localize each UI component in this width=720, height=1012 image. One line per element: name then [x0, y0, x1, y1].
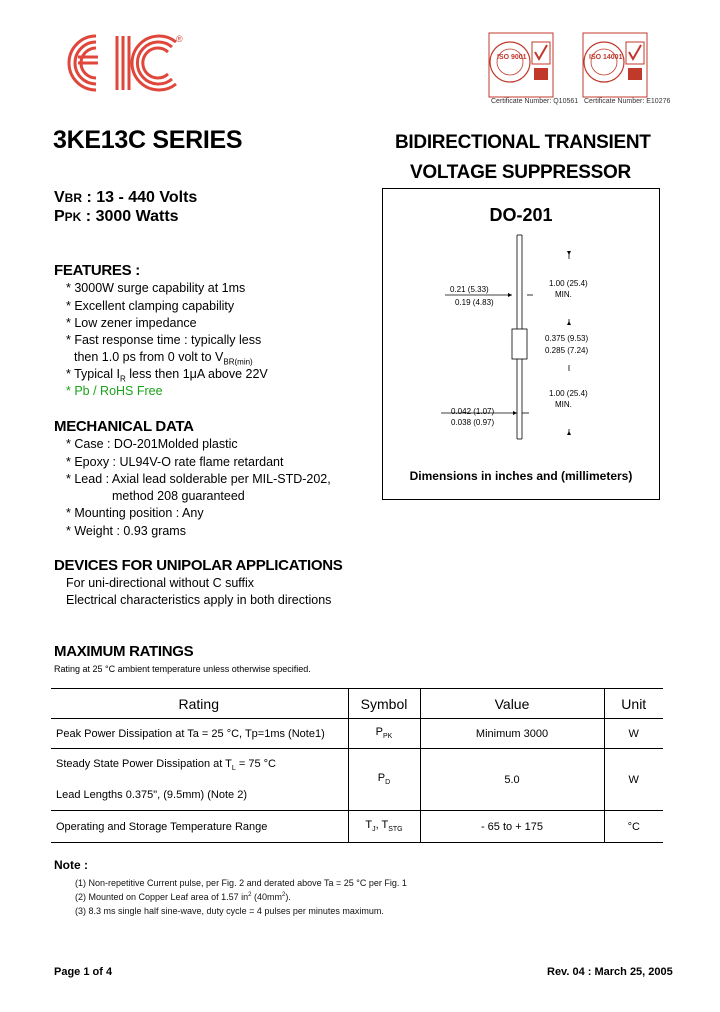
mechanical-item: * Epoxy : UL94V-O rate flame retardant [66, 455, 284, 469]
unit-cell: °C [604, 811, 663, 843]
feature-item: * Low zener impedance [66, 316, 197, 330]
dim-body-dia-min: 0.19 (4.83) [455, 298, 494, 307]
revision-date: Rev. 04 : March 25, 2005 [547, 966, 673, 978]
note-item: (1) Non-repetitive Current pulse, per Fig. 2 and derated above Ta = 25 °C per Fig. 1 [75, 878, 407, 888]
package-caption: Dimensions in inches and (millimeters) [409, 469, 633, 483]
unit-cell: W [604, 749, 663, 811]
feature-item: * 3000W surge capability at 1ms [66, 281, 246, 295]
package-title: DO-201 [489, 205, 553, 225]
dim-lead-dia-min: 0.038 (0.97) [451, 418, 495, 427]
ratings-table [51, 688, 663, 843]
iso-14001-badge [582, 32, 648, 98]
column-header-unit: Unit [604, 689, 663, 719]
rating-cell: Steady State Power Dissipation at $T_L = 75$ °C Lead Lengths 0.375", (9.5mm) (Note 2) [51, 749, 348, 811]
series-title: 3KE13C SERIES [53, 126, 243, 154]
table-row [51, 719, 663, 749]
symbol-cell: $P_{PK}$ [348, 719, 420, 749]
mechanical-item: * Lead : Axial lead solderable per MIL-STD-202, [66, 472, 331, 486]
dim-lead-dia-max: 0.042 (1.07) [451, 407, 495, 416]
feature-item: then 1.0 ps from 0 volt to $V_{BR(min)}$ [74, 350, 253, 367]
headline-line1: BIDIRECTIONAL TRANSIENT [395, 132, 651, 153]
table-row [51, 749, 663, 811]
symbol-cell: $T_J$, $T_{STG}$ [348, 811, 420, 843]
note-item: (2) Mounted on Copper Leaf area of 1.57 $in^2$ $(40mm^2)$. [75, 892, 291, 902]
table-header-row [51, 689, 663, 719]
dim-lead-bot: 1.00 (25.4) [549, 389, 588, 398]
unit-cell: W [604, 719, 663, 749]
do201-drawing [383, 189, 659, 499]
vbr-spec: VBR : 13 - 440 Volts [54, 189, 198, 206]
value-cell: Minimum 3000 [420, 719, 604, 749]
mechanical-heading: MECHANICAL DATA [54, 418, 194, 435]
column-header-rating: Rating [51, 689, 348, 719]
cert-label-9001: Certificate Number: Q10561 [491, 98, 579, 105]
column-header-symbol: Symbol [348, 689, 420, 719]
dim-lead-bot-min: MIN. [555, 400, 572, 409]
mechanical-item: * Mounting position : Any [66, 506, 204, 520]
feature-item: * Excellent clamping capability [66, 299, 235, 313]
column-header-value: Value [420, 689, 604, 719]
ratings-heading: MAXIMUM RATINGS [54, 643, 194, 660]
registered-mark: ® [176, 34, 183, 44]
symbol-cell: $P_D$ [348, 749, 420, 811]
devices-item: For uni-directional without C suffix [66, 576, 255, 590]
iso-9001-badge [488, 32, 554, 98]
eic-logo [64, 30, 190, 96]
rating-cell: Peak Power Dissipation at Ta = 25 °C, Tp=1ms (Note1) [51, 719, 348, 749]
dim-lead-top: 1.00 (25.4) [549, 279, 588, 288]
dim-body-len-min: 0.285 (7.24) [545, 346, 589, 355]
dim-body-dia-max: 0.21 (5.33) [450, 285, 489, 294]
mechanical-item: * Case : DO-201Molded plastic [66, 437, 238, 451]
dim-body-len-max: 0.375 (9.53) [545, 334, 589, 343]
note-item: (3) 8.3 ms single half sine-wave, duty cycle = 4 pulses per minutes maximum. [75, 906, 384, 916]
mechanical-item: * Weight : 0.93 grams [66, 524, 186, 538]
devices-heading: DEVICES FOR UNIPOLAR APPLICATIONS [54, 557, 343, 574]
mechanical-item: method 208 guaranteed [112, 489, 245, 503]
ppk-spec: PPK : 3000 Watts [54, 208, 179, 225]
table-row [51, 811, 663, 843]
value-cell: - 65 to + 175 [420, 811, 604, 843]
page-number: Page 1 of 4 [54, 966, 113, 978]
rating-cell: Operating and Storage Temperature Range [51, 811, 348, 843]
value-cell: 5.0 [420, 749, 604, 811]
notes-heading: Note : [54, 858, 88, 872]
iso-14001-text: ISO 14001 [589, 54, 623, 61]
dim-lead-top-min: MIN. [555, 290, 572, 299]
package-outline-box [382, 188, 660, 500]
devices-item: Electrical characteristics apply in both directions [66, 593, 332, 607]
headline-line2: VOLTAGE SUPPRESSOR [410, 162, 631, 183]
ratings-subheading: Rating at 25 °C ambient temperature unless otherwise specified. [54, 664, 311, 674]
feature-item-rohs: * Pb / RoHS Free [66, 384, 163, 398]
features-heading: FEATURES : [54, 262, 140, 279]
cert-label-14001: Certificate Number: E10276 [584, 98, 671, 105]
iso-9001-text: ISO 9001 [497, 54, 527, 61]
feature-item: * Fast response time : typically less [66, 333, 262, 347]
feature-item: * Typical $I_R$ less then 1μA above 22V [66, 367, 268, 384]
